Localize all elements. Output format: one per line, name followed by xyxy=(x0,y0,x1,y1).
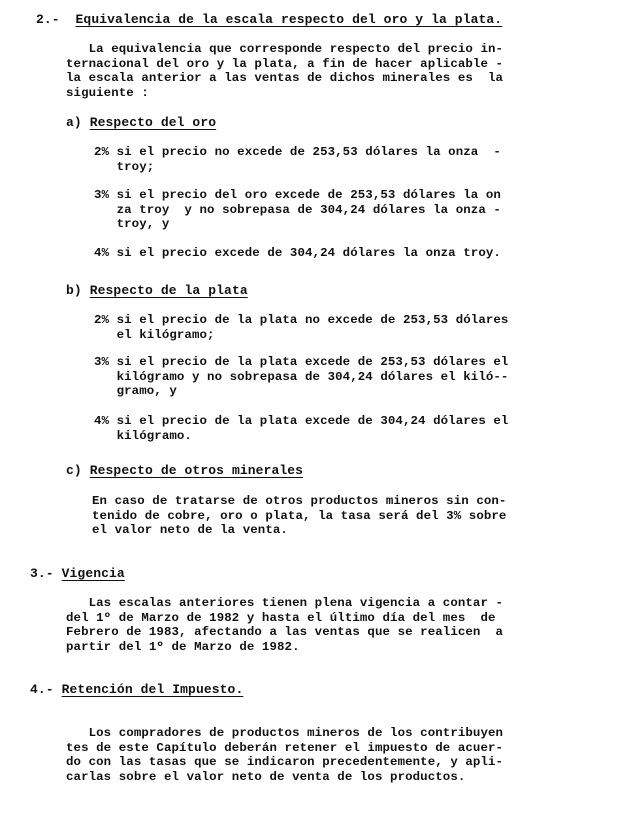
body-line: En caso de tratarse de otros productos mineros sin con- xyxy=(92,494,507,508)
gold-rate-4 xyxy=(94,246,501,261)
section-3-title: Vigencia xyxy=(61,566,125,581)
body-line: el valor neto de la venta. xyxy=(92,523,288,537)
section-3-number: 3.- xyxy=(30,566,54,581)
item-line: 4% si el precio excede de 304,24 dólares la onza troy. xyxy=(94,246,501,260)
gold-rate-2 xyxy=(94,145,501,174)
item-line: 2% si el precio de la plata no excede de 253,53 dólares xyxy=(94,313,509,327)
subsection-a-heading xyxy=(66,116,216,131)
item-line: 4% si el precio de la plata excede de 304,24 dólares el xyxy=(94,414,509,428)
intro-line: la escala anterior a las ventas de dichos minerales es la xyxy=(66,71,504,85)
section-2-heading xyxy=(36,13,502,28)
intro-line: ternacional del oro y la plata, a fin de hacer aplicable - xyxy=(66,56,504,71)
body-line: tenido de cobre, oro o plata, la tasa será del 3% sobre xyxy=(92,508,507,523)
subsection-b-heading xyxy=(66,284,248,299)
subsection-c-heading xyxy=(66,464,303,479)
item-line: 3% si el precio de la plata excede de 253,53 dólares el xyxy=(94,355,509,369)
item-line: za troy y no sobrepasa de 304,24 dólares la onza - xyxy=(94,202,501,217)
subsection-a-title: Respecto del oro xyxy=(89,115,217,130)
gold-rate-3 xyxy=(94,188,501,232)
item-line: troy, y xyxy=(94,217,170,231)
subsection-a-marker: a) xyxy=(66,115,82,130)
intro-line: La equivalencia que corresponde respecto del precio in- xyxy=(66,42,504,56)
body-line: carlas sobre el valor neto de venta de los productos. xyxy=(66,769,466,784)
body-line: partir del 1º de Marzo de 1982. xyxy=(66,639,300,654)
item-line: gramo, y xyxy=(94,384,177,398)
item-line: 3% si el precio del oro excede de 253,53 dólares la on xyxy=(94,188,501,202)
subsection-c-marker: c) xyxy=(66,463,82,478)
intro-line: siguiente : xyxy=(66,85,149,100)
item-line: el kilógramo; xyxy=(94,327,215,342)
section-2-title: Equivalencia de la escala respecto del oro y la plata. xyxy=(75,12,503,27)
body-line: Las escalas anteriores tienen plena vigencia a contar - xyxy=(66,596,504,610)
silver-rate-3 xyxy=(94,355,508,399)
body-line: do con las tasas que se indicaron precedentemente, y apli- xyxy=(66,755,504,769)
section-2-number: 2.- xyxy=(36,12,60,27)
item-line: 2% si el precio no excede de 253,53 dólares la onza - xyxy=(94,145,501,159)
subsection-b-title: Respecto de la plata xyxy=(89,283,248,298)
silver-rate-4 xyxy=(94,414,508,443)
section-4-number: 4.- xyxy=(30,682,54,697)
subsection-c-title: Respecto de otros minerales xyxy=(89,463,304,478)
section-4-title: Retención del Impuesto. xyxy=(61,682,244,697)
item-line: kilógramo y no sobrepasa de 304,24 dólares el kiló-- xyxy=(94,369,509,384)
subsection-b-marker: b) xyxy=(66,283,82,298)
section-4-heading xyxy=(30,683,243,698)
section-3-body xyxy=(66,596,503,654)
item-line: troy; xyxy=(94,159,155,174)
section-2-intro xyxy=(66,42,503,100)
silver-rate-2 xyxy=(94,313,508,342)
section-3-heading xyxy=(30,567,125,582)
body-line: Febrero de 1983, afectando a las ventas que se realicen a xyxy=(66,625,504,639)
body-line: Los compradores de productos mineros de los contribuyen xyxy=(66,726,504,740)
subsection-c-body xyxy=(92,494,506,538)
body-line: tes de este Capítulo deberán retener el impuesto de acuer- xyxy=(66,740,504,755)
item-line: kilógramo. xyxy=(94,428,192,443)
section-4-body xyxy=(66,726,503,784)
body-line: del 1º de Marzo de 1982 y hasta el último día del mes de xyxy=(66,610,496,625)
